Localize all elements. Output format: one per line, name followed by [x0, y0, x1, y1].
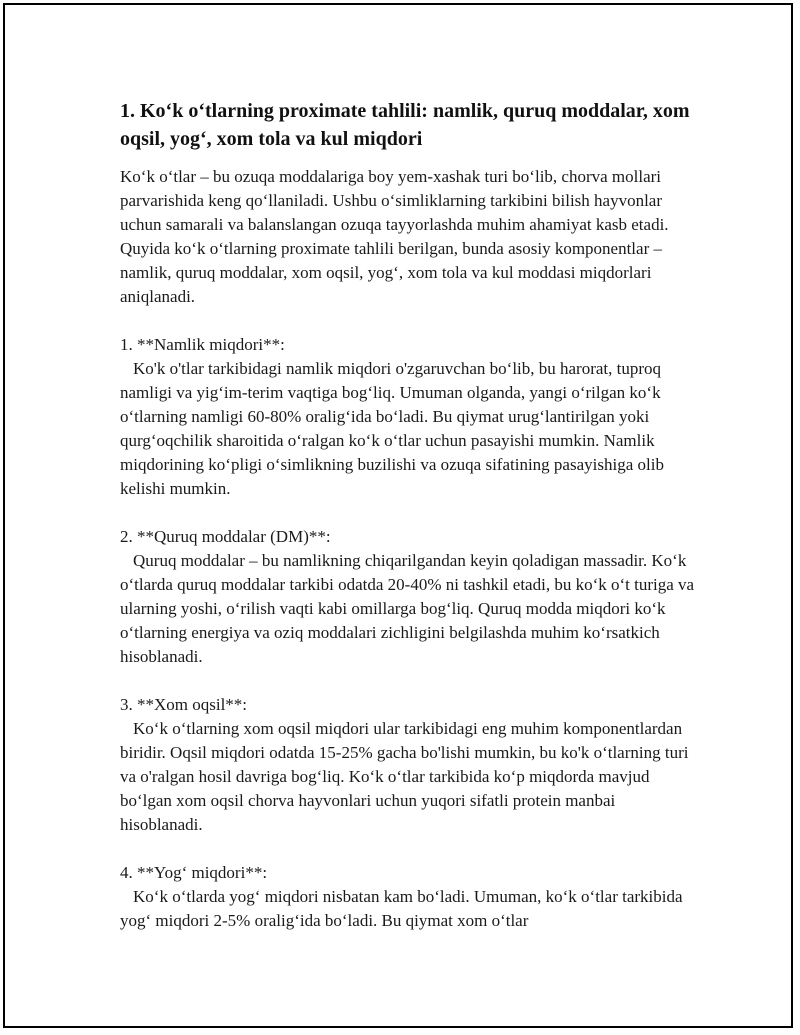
section-heading: 3. **Xom oqsil**:	[120, 695, 248, 714]
document-title: 1. Ko‘k o‘tlarning proximate tahlili: namlik, quruq moddalar, xom oqsil, yog‘, xom tola va kul miqdori	[120, 100, 690, 150]
section-heading: 2. **Quruq moddalar (DM)**:	[120, 527, 331, 546]
section-heading: 4. **Yog‘ miqdori**:	[120, 863, 268, 882]
page-frame	[3, 3, 793, 1028]
document-body	[120, 97, 700, 933]
section-paragraph: Ko'k o'tlar tarkibidagi namlik miqdori o'zgaruvchan bo‘lib, bu harorat, tuproq namligi va yig‘im-terim vaqtiga bog‘liq. Umuman olganda, yangi o‘rilgan ko‘k o‘tlarning namligi 60-80% oralig‘ida bo‘ladi. Bu qiymat urug‘lantirilgan yoki qurg‘oqchilik sharoitida o‘ralgan ko‘k o‘tlar uchun pasayishi mumkin. Namlik miqdorining ko‘pligi o‘simlikning buzilishi va ozuqa sifatining pasayishiga olib kelishi mumkin.	[120, 359, 664, 498]
intro-paragraph: Ko‘k o‘tlar – bu ozuqa moddalariga boy yem-xashak turi bo‘lib, chorva mollari parvarishida keng qo‘llaniladi. Ushbu o‘simliklarning tarkibini bilish hayvonlar uchun samarali va balanslangan ozuqa tayyorlashda muhim ahamiyat kasb etadi. Quyida ko‘k o‘tlarning proximate tahlili berilgan, bunda asosiy komponentlar – namlik, quruq moddalar, xom oqsil, yog‘, xom tola va kul moddasi miqdorlari aniqlanadi.	[120, 167, 669, 306]
section-dry-matter	[120, 525, 700, 669]
section-crude-protein	[120, 693, 700, 837]
section-heading: 1. **Namlik miqdori**:	[120, 335, 285, 354]
section-fat	[120, 861, 700, 933]
section-paragraph: Ko‘k o‘tlarning xom oqsil miqdori ular tarkibidagi eng muhim komponentlardan biridir. Oqsil miqdori odatda 15-25% gacha bo'lishi mumkin, bu ko'k o‘tlarning turi va o'ralgan hosil davriga bog‘liq. Ko‘k o‘tlar tarkibida ko‘p miqdorda mavjud bo‘lgan xom oqsil chorva hayvonlari uchun yuqori sifatli protein manbai hisoblanadi.	[120, 719, 689, 834]
section-moisture	[120, 333, 700, 501]
section-paragraph: Ko‘k o‘tlarda yog‘ miqdori nisbatan kam bo‘ladi. Umuman, ko‘k o‘tlar tarkibida yog‘ miqdori 2-5% oralig‘ida bo‘ladi. Bu qiymat xom o‘tlar	[120, 887, 683, 930]
section-paragraph: Quruq moddalar – bu namlikning chiqarilgandan keyin qoladigan massadir. Ko‘k o‘tlarda quruq moddalar tarkibi odatda 20-40% ni tashkil etadi, bu ko‘k o‘t turiga va ularning yoshi, o‘rilish vaqti kabi omillarga bog‘liq. Quruq modda miqdori ko‘k o‘tlarning energiya va oziq moddalari zichligini belgilashda muhim ko‘rsatkich hisoblanadi.	[120, 551, 695, 666]
